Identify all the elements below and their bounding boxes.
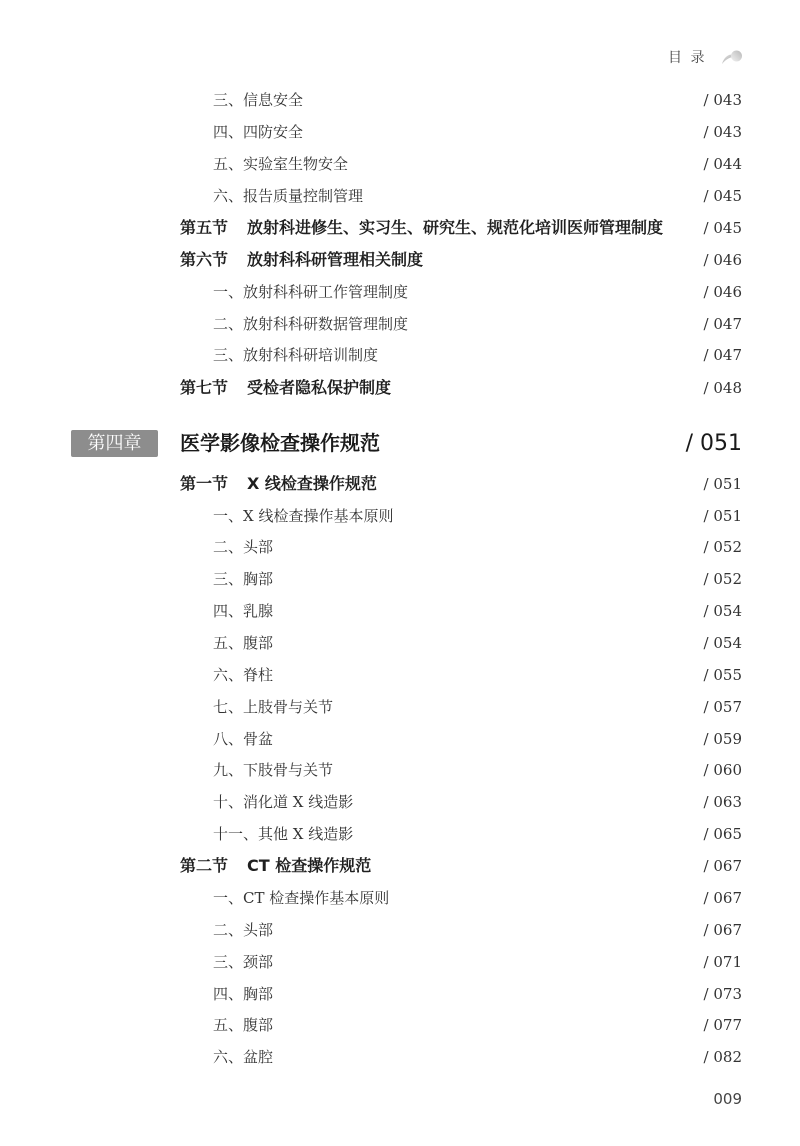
toc-entry (0, 823, 800, 845)
entry-label: 五、实验室生物安全 (213, 155, 349, 173)
chapter-title: 医学影像检查操作规范 (180, 431, 380, 455)
entry-page: / 046 (703, 283, 742, 301)
section-title: X 线检查操作规范 (247, 474, 377, 493)
entry-page: / 043 (703, 91, 742, 109)
toc-entry (0, 89, 800, 111)
entry-label: 八、骨盆 (213, 730, 274, 748)
toc-entry (0, 505, 800, 527)
chapter-page: / 051 (685, 431, 742, 456)
toc-entry (0, 696, 800, 718)
toc-entry (0, 951, 800, 973)
entry-label: 六、脊柱 (213, 666, 274, 684)
section-title: 受检者隐私保护制度 (247, 378, 392, 397)
entry-page: / 045 (703, 219, 742, 237)
entry-label: 一、CT 检查操作基本原则 (213, 889, 390, 907)
entry-page: / 060 (703, 761, 742, 779)
toc-entry (0, 1046, 800, 1068)
entry-page: / 047 (703, 315, 742, 333)
entry-label: 五、腹部 (213, 634, 274, 652)
entry-page: / 077 (703, 1016, 742, 1034)
toc-entry (0, 568, 800, 590)
toc-entry (0, 313, 800, 335)
toc-entry (0, 664, 800, 686)
entry-label: 四、胸部 (213, 985, 274, 1003)
chapter-heading (0, 429, 800, 458)
entry-label: 六、报告质量控制管理 (213, 187, 364, 205)
entry-label: 三、胸部 (213, 570, 274, 588)
entry-page: / 046 (703, 251, 742, 269)
section-number: 第二节 (180, 856, 229, 875)
toc-entry (0, 887, 800, 909)
toc-section-entry (0, 473, 800, 495)
entry-page: / 054 (703, 634, 742, 652)
entry-page: / 054 (703, 602, 742, 620)
toc-entry (0, 536, 800, 558)
entry-page: / 043 (703, 123, 742, 141)
entry-label: 三、信息安全 (213, 91, 304, 109)
entry-label: 六、盆腔 (213, 1048, 274, 1066)
entry-label: 一、X 线检查操作基本原则 (213, 507, 394, 525)
section-number: 第六节 (180, 250, 229, 269)
entry-label: 二、放射科科研数据管理制度 (213, 315, 409, 333)
toc-entry (0, 281, 800, 303)
entry-page: / 052 (703, 538, 742, 556)
entry-page: / 067 (703, 857, 742, 875)
entry-page: / 045 (703, 187, 742, 205)
toc-entry (0, 632, 800, 654)
entry-page: / 055 (703, 666, 742, 684)
toc-entry (0, 791, 800, 813)
entry-page: / 063 (703, 793, 742, 811)
entry-label: 四、乳腺 (213, 602, 274, 620)
header-ornament-icon (721, 49, 743, 67)
toc-entry (0, 600, 800, 622)
entry-label: 七、上肢骨与关节 (213, 698, 334, 716)
toc-entry (0, 185, 800, 207)
toc-section-entry (0, 217, 800, 239)
entry-label: 三、放射科科研培训制度 (213, 346, 379, 364)
entry-page: / 052 (703, 570, 742, 588)
section-title: CT 检查操作规范 (247, 856, 372, 875)
section-number: 第七节 (180, 378, 229, 397)
running-header-title: 目 录 (668, 50, 707, 66)
entry-label: 二、头部 (213, 538, 274, 556)
entry-label: 二、头部 (213, 921, 274, 939)
entry-label: 十、消化道 X 线造影 (213, 793, 354, 811)
entry-label: 五、腹部 (213, 1016, 274, 1034)
entry-page: / 067 (703, 921, 742, 939)
entry-page: / 071 (703, 953, 742, 971)
entry-label: 九、下肢骨与关节 (213, 761, 334, 779)
toc-entry (0, 344, 800, 366)
entry-page: / 048 (703, 379, 742, 397)
section-number: 第一节 (180, 474, 229, 493)
toc-entry (0, 759, 800, 781)
toc-entry (0, 728, 800, 750)
entry-label: 一、放射科科研工作管理制度 (213, 283, 409, 301)
toc-entry (0, 919, 800, 941)
toc-section-entry (0, 377, 800, 399)
toc-entry (0, 983, 800, 1005)
chapter-badge: 第四章 (71, 430, 158, 457)
page-number: 009 (713, 1090, 742, 1108)
entry-label: 十一、其他 X 线造影 (213, 825, 354, 843)
entry-page: / 051 (703, 507, 742, 525)
entry-page: / 073 (703, 985, 742, 1003)
section-number: 第五节 (180, 218, 229, 237)
toc-entry (0, 1014, 800, 1036)
entry-page: / 059 (703, 730, 742, 748)
entry-page: / 057 (703, 698, 742, 716)
entry-page: / 051 (703, 475, 742, 493)
toc-entry (0, 153, 800, 175)
section-title: 放射科进修生、实习生、研究生、规范化培训医师管理制度 (247, 218, 664, 237)
entry-page: / 047 (703, 346, 742, 364)
entry-page: / 082 (703, 1048, 742, 1066)
section-title: 放射科科研管理相关制度 (247, 250, 424, 269)
entry-page: / 065 (703, 825, 742, 843)
toc-section-entry (0, 855, 800, 877)
toc-section-entry (0, 249, 800, 271)
toc-entry (0, 121, 800, 143)
entry-page: / 067 (703, 889, 742, 907)
entry-page: / 044 (703, 155, 742, 173)
entry-label: 四、四防安全 (213, 123, 304, 141)
entry-label: 三、颈部 (213, 953, 274, 971)
